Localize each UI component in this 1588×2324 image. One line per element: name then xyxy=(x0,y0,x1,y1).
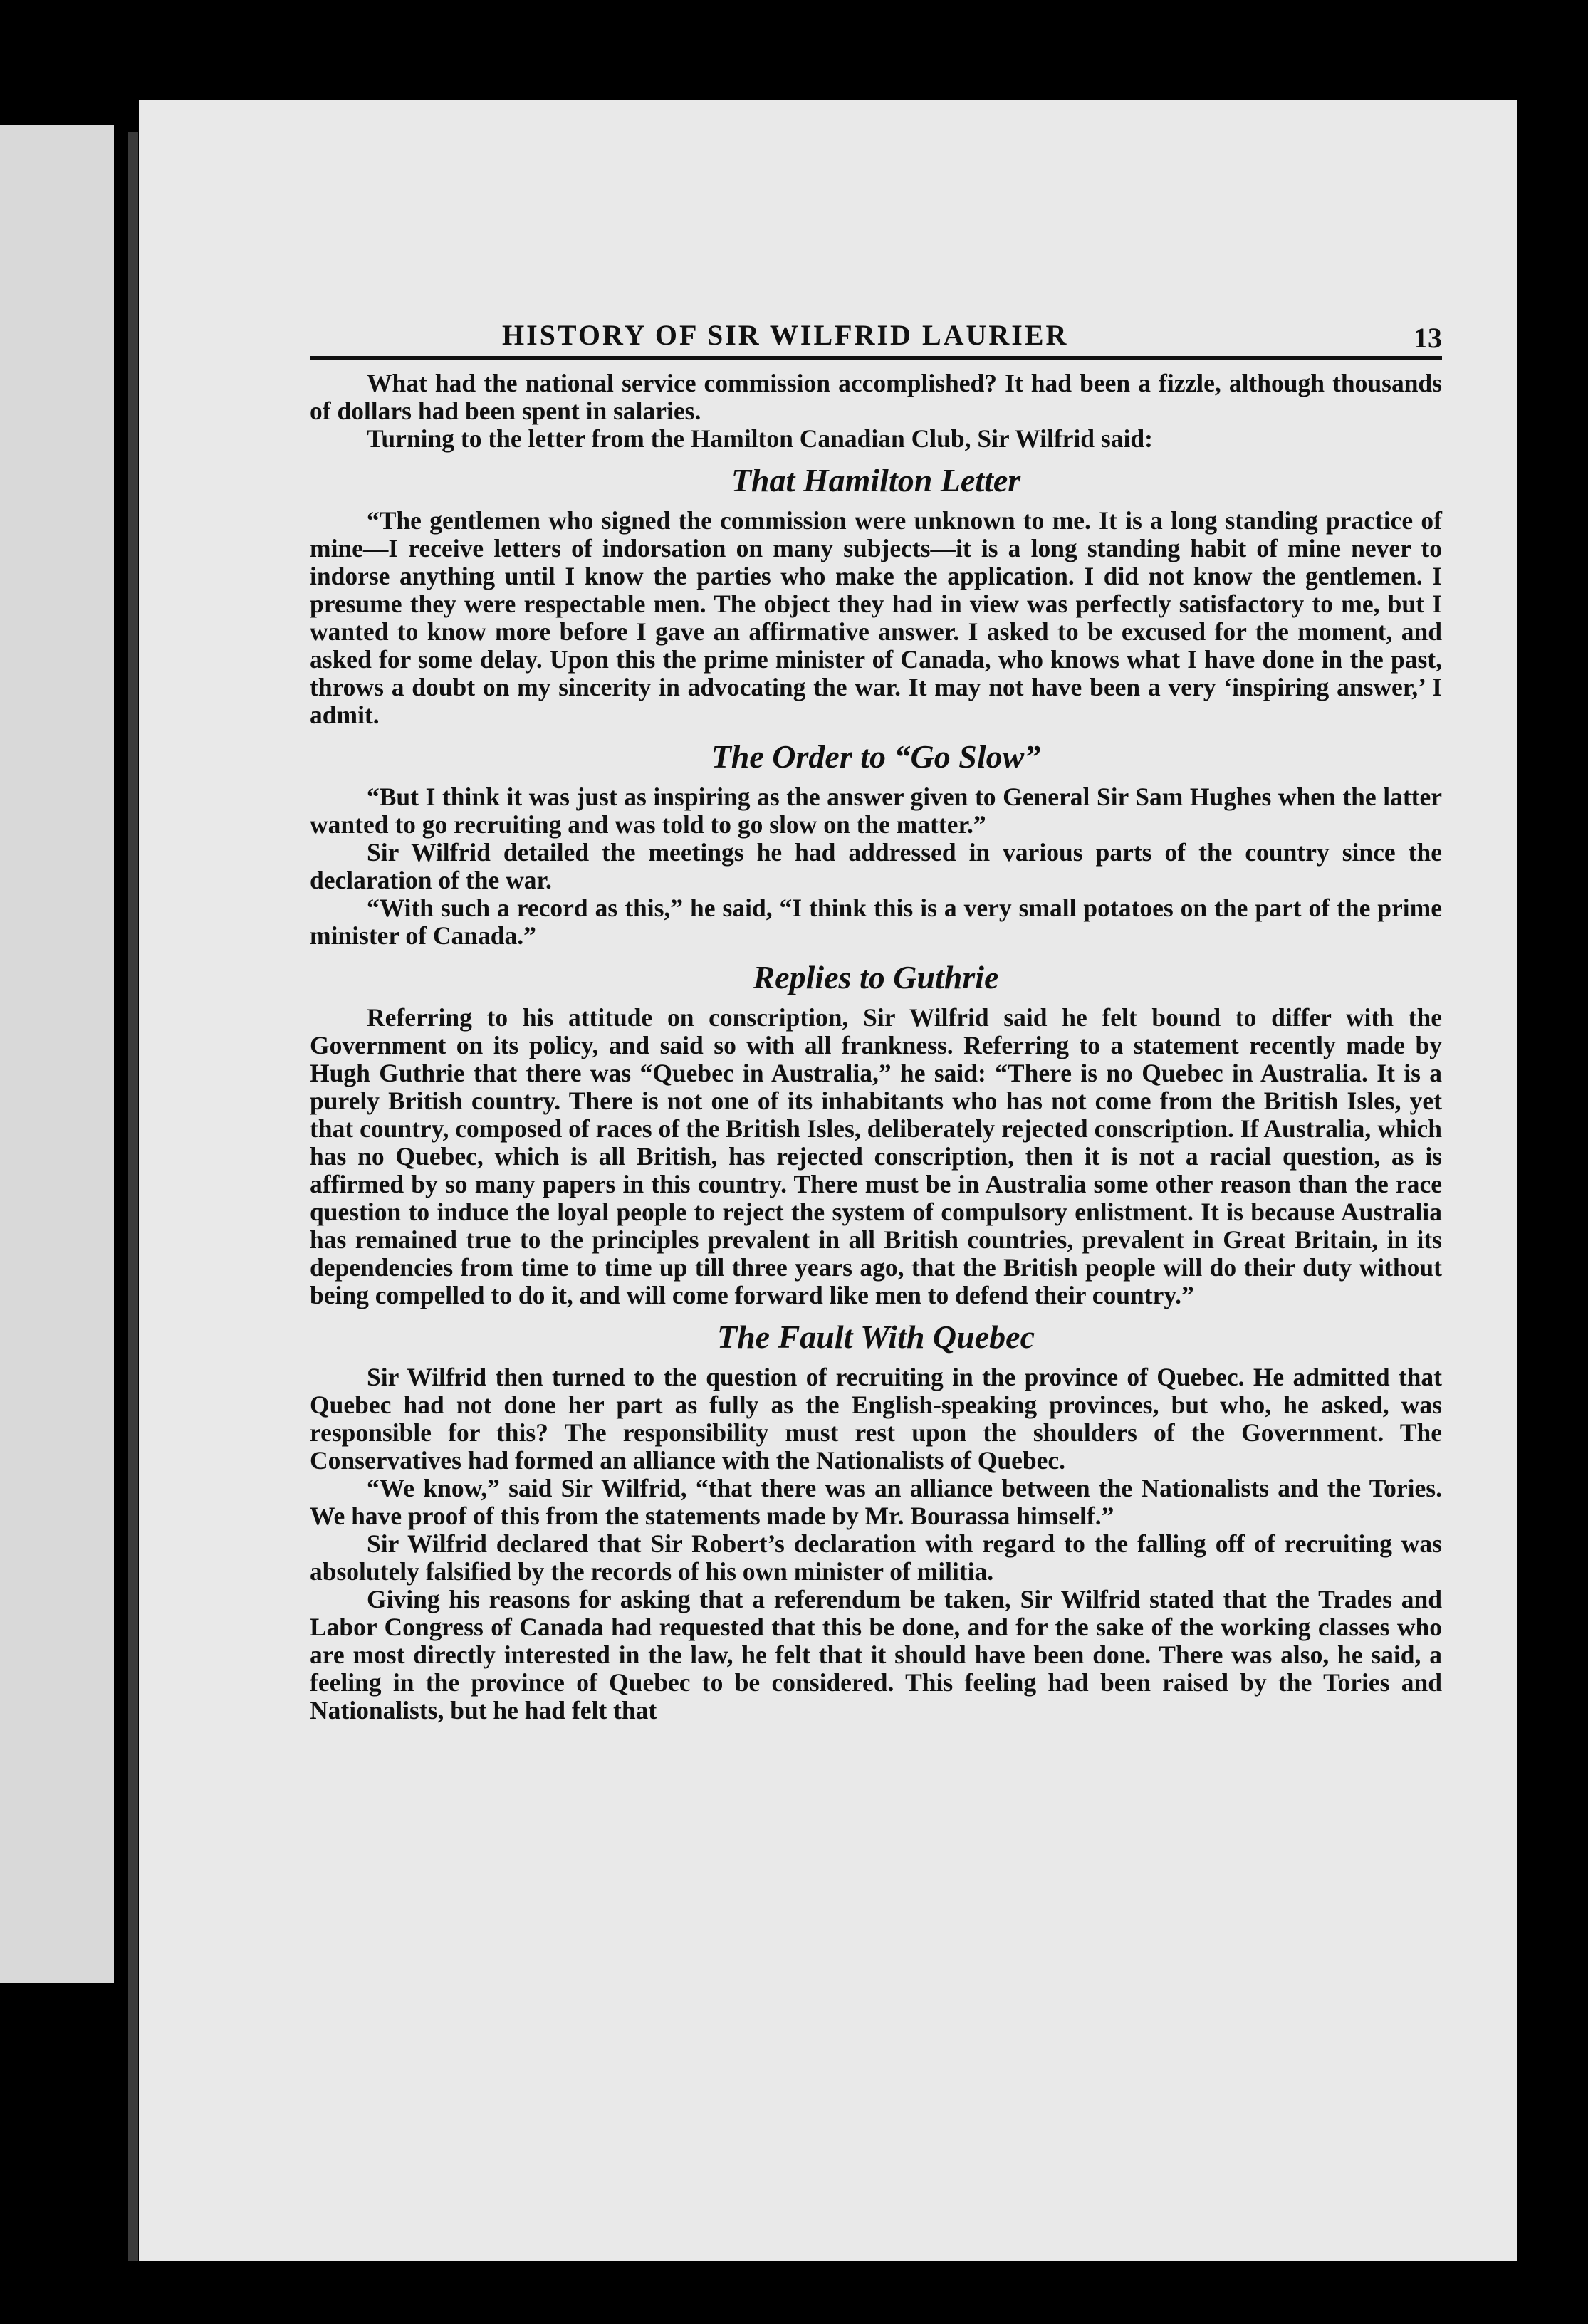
section-heading: That Hamilton Letter xyxy=(731,462,1021,498)
section-heading: The Fault With Quebec xyxy=(717,1319,1035,1355)
body-paragraph: “We know,” said Sir Wilfrid, “that there was an alliance between the Nationalists and the Tories. We have proof of this from the statements made by Mr. Bourassa himself.” xyxy=(310,1474,1442,1530)
running-title: HISTORY OF SIR WILFRID LAURIER xyxy=(502,319,1069,351)
intro-paragraph: What had the national service commission accomplished? It had been a fizzle, although thousands of dollars had been spent in salaries. xyxy=(310,369,1442,425)
section-heading: Replies to Guthrie xyxy=(753,959,999,995)
body-paragraph: Giving his reasons for asking that a referendum be taken, Sir Wilfrid stated that the Trades and Labor Congress of Canada had requested that this be done, and for the sake of the working classes who are most directly interested in the law, he felt that it should have been done. There was also, he said, a feeling in the province of Quebec to be considered. This feeling had been raised by the Tories and Nationalists, but he had felt that xyxy=(310,1585,1442,1724)
intro-paragraph: Turning to the letter from the Hamilton Canadian Club, Sir Wilfrid said: xyxy=(367,424,1153,453)
body-paragraph: Referring to his attitude on conscription, Sir Wilfrid said he felt bound to differ with the Government on its policy, and said so with all frankness. Referring to a statement recently made by Hugh Guthrie that there was “Quebec in Australia,” he said: “There is no Quebec in Australia. It is a purely British country. There is not one of its inhabitants who has not come from the British Isles, yet that country, composed of races of the British Isles, deliberately rejected conscription. If Australia, which has no Quebec, which is all British, has rejected conscription, then it is not a racial question, as is affirmed by so many papers in this country. There must be in Australia some other reason than the race question to induce the loyal people to reject the system of compulsory enlistment. It is because Australia has remained true to the principles prevalent in all British countries, prevalent in Great Britain, in its dependencies from time to time up till three years ago, that the British people will do their duty without being compelled to do it, and will come forward like men to defend their country.” xyxy=(310,1003,1442,1309)
page-number: 13 xyxy=(1414,322,1442,354)
running-header xyxy=(310,306,1442,360)
body-paragraph: Sir Wilfrid detailed the meetings he had addressed in various parts of the country since the declaration of the war. xyxy=(310,838,1442,894)
previous-page-strip xyxy=(0,125,114,1983)
body-paragraph: Sir Wilfrid declared that Sir Robert’s declaration with regard to the falling off of recruiting was absolutely falsified by the records of his own minister of militia. xyxy=(310,1529,1442,1586)
page-content xyxy=(310,306,1442,1724)
body-paragraph: Sir Wilfrid then turned to the question of recruiting in the province of Quebec. He admitted that Quebec had not done her part as fully as the English-speaking provinces, but who, he asked, was responsible for this? The responsibility must rest upon the shoulders of the Government. The Conservatives had formed an alliance with the Nationalists of Quebec. xyxy=(310,1363,1442,1475)
page-fold-shadow xyxy=(128,132,138,2261)
body-paragraph: “The gentlemen who signed the commission were unknown to me. It is a long standing practice of mine—I receive letters of indorsation on many subjects—it is a long standing habit of mine never to indorse anything until I know the parties who make the application. I did not know the gentlemen. I presume they were respectable men. The object they had in view was perfectly satisfactory to me, but I wanted to know more before I gave an affirmative answer. I asked to be excused for the moment, and asked for some delay. Upon this the prime minister of Canada, who knows what I have done in the past, throws a doubt on my sincerity in advocating the war. It may not have been a very ‘inspiring answer,’ I admit. xyxy=(310,506,1442,729)
body-paragraph: “With such a record as this,” he said, “I think this is a very small potatoes on the part of the prime minister of Canada.” xyxy=(310,894,1442,950)
body-paragraph: “But I think it was just as inspiring as the answer given to General Sir Sam Hughes when the latter wanted to go recruiting and was told to go slow on the matter.” xyxy=(310,782,1442,839)
section-heading: The Order to “Go Slow” xyxy=(711,738,1041,775)
book-page xyxy=(139,100,1517,2261)
